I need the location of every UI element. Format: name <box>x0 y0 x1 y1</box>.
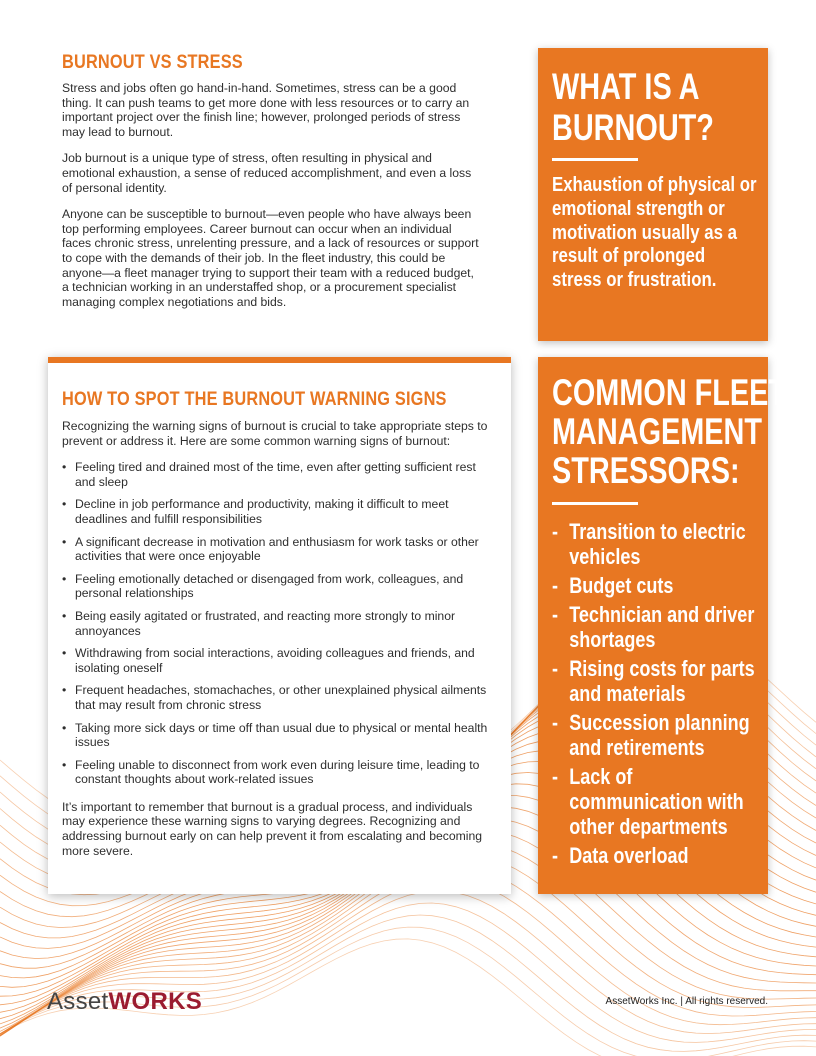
warning-signs-closing: It’s important to remember that burnout is a gradual process, and individuals may experience these warning signs to varying degrees. Recognizing and addressing burnout early on can help prevent it from escalating and becoming more severe. <box>62 799 483 858</box>
what-is-burnout-title <box>552 66 714 148</box>
list-item: • Decline in job performance and productivity, making it difficult to meet deadlines and fulfill responsibilities <box>62 497 495 526</box>
title-line: COMMON FLEET <box>552 372 787 413</box>
list-item: • A significant decrease in motivation and enthusiasm for work tasks or other activities that were once enjoyable <box>62 535 495 564</box>
title-divider <box>552 502 638 505</box>
warning-signs-card <box>48 357 511 894</box>
list-item: - Lack of communication with other departments <box>552 764 761 839</box>
list-item: - Succession planning and retirements <box>552 710 761 760</box>
burnout-definition: Exhaustion of physical or emotional strength or motivation usually as a result of prolonged stress or frustration. <box>552 173 757 292</box>
list-item: - Rising costs for parts and materials <box>552 656 761 706</box>
logo-text-asset: Asset <box>47 988 109 1015</box>
warning-signs-list <box>62 460 495 787</box>
fleet-stressors-box <box>538 357 787 894</box>
stressors-title <box>552 372 787 491</box>
wave-line <box>0 903 816 1042</box>
list-item: - Budget cuts <box>552 573 761 598</box>
paragraph: Job burnout is a unique type of stress, often resulting in physical and emotional exhaustion, a sense of reduced accomplishment, and even a loss of personal identity. <box>62 151 472 195</box>
list-item: • Frequent headaches, stomachaches, or other unexplained physical ailments that may result from chronic stress <box>62 683 495 712</box>
paragraph: Stress and jobs often go hand-in-hand. Sometimes, stress can be a good thing. It can push teams to get more done with less resources or to carry an important project over the finish line; however, prolonged periods of stress may lead to burnout. <box>62 81 470 139</box>
logo-text-works: WORKS <box>108 988 203 1015</box>
list-item: - Data overload <box>552 843 761 868</box>
title-line: BURNOUT? <box>552 107 714 148</box>
assetworks-logo <box>47 988 202 1016</box>
title-divider <box>552 158 638 161</box>
warning-signs-heading: HOW TO SPOT THE BURNOUT WARNING SIGNS <box>62 389 447 410</box>
list-item: • Feeling unable to disconnect from work even during leisure time, leading to constant thoughts about work-related issues <box>62 758 495 787</box>
list-item: • Feeling tired and drained most of the time, even after getting sufficient rest and sleep <box>62 460 495 489</box>
list-item: • Feeling emotionally detached or disengaged from work, colleagues, and personal relationships <box>62 572 495 601</box>
list-item: - Transition to electric vehicles <box>552 519 761 569</box>
title-line: MANAGEMENT <box>552 411 763 452</box>
stressors-list <box>552 519 761 868</box>
burnout-vs-stress-heading: BURNOUT VS STRESS <box>62 52 243 73</box>
paragraph: Anyone can be susceptible to burnout—even people who have always been top performing employees. Career burnout can occur when an individual faces chronic stress, unrelenting pressure, and a lack of resources or support to cope with the demands of their job. In the fleet industry, this could be anyone—a fleet manager trying to support their team with a reduced budget, a technician working in an understaffed shop, or a procurement specialist managing complex negotiations and bids. <box>62 207 479 309</box>
list-item: - Technician and driver shortages <box>552 602 761 652</box>
list-item: • Withdrawing from social interactions, avoiding colleagues and friends, and isolating oneself <box>62 646 495 675</box>
title-line: WHAT IS A <box>552 66 700 107</box>
list-item: • Being easily agitated or frustrated, and reacting more strongly to minor annoyances <box>62 609 495 638</box>
title-line: STRESSORS: <box>552 450 740 491</box>
list-item: • Taking more sick days or time off than usual due to physical or mental health issues <box>62 721 495 750</box>
copyright-notice: AssetWorks Inc. | All rights reserved. <box>605 996 768 1007</box>
warning-signs-intro: Recognizing the warning signs of burnout is crucial to take appropriate steps to prevent or address it. Here are some common warning signs of burnout: <box>62 419 488 448</box>
what-is-burnout-box <box>538 48 768 341</box>
burnout-vs-stress-section <box>62 52 482 321</box>
